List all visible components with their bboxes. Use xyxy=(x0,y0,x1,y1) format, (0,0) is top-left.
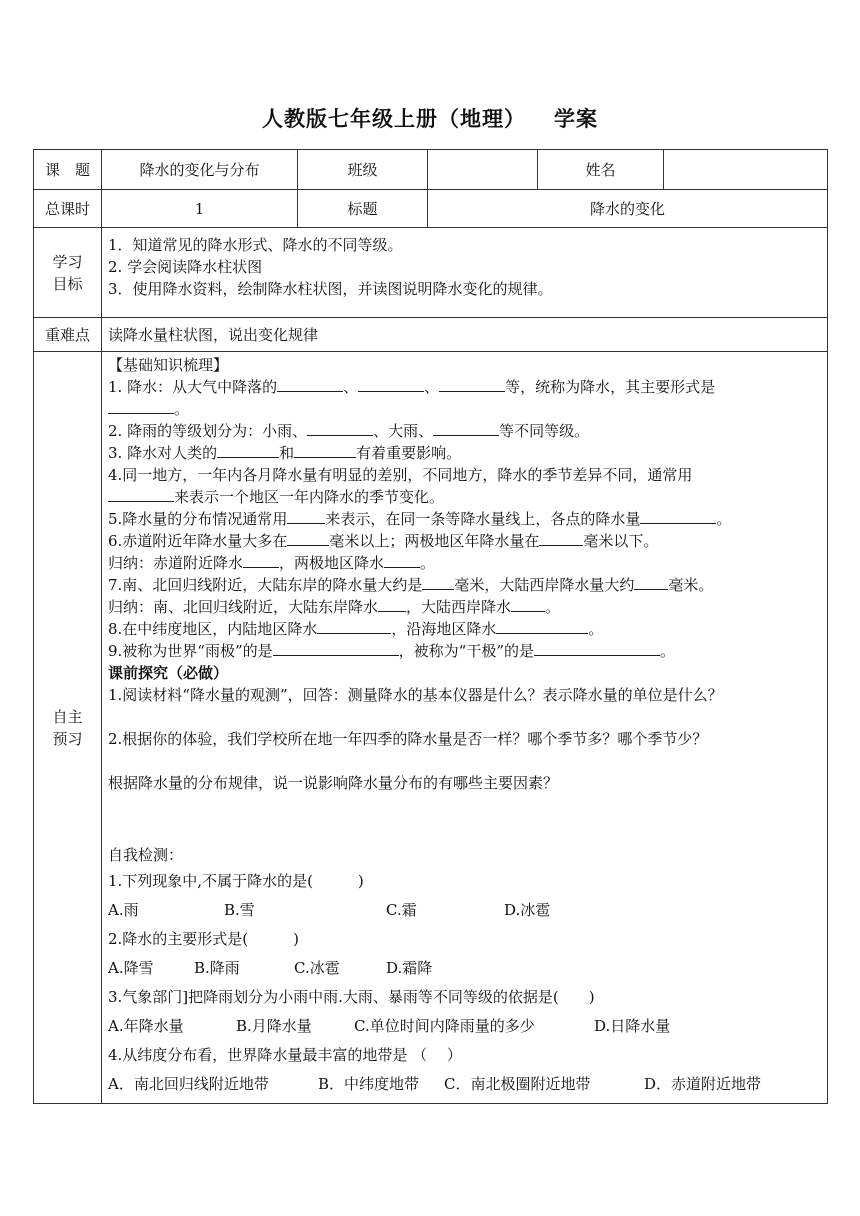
hours-value: 1 xyxy=(102,190,298,228)
answer-blank[interactable] xyxy=(287,530,329,546)
answer-blank[interactable] xyxy=(422,574,454,590)
basics-heading: 【基础知识梳理】 xyxy=(108,356,229,374)
test-question-3: 3.气象部门]把降雨划分为小雨中雨.大雨、暴雨等不同等级的依据是( ) xyxy=(108,988,595,1006)
answer-blank[interactable] xyxy=(378,596,406,612)
test-options-2 xyxy=(108,957,821,979)
test-question-1: 1.下列现象中,不属于降水的是( ) xyxy=(108,872,364,890)
topic-label: 课 题 xyxy=(34,150,102,190)
title-main: 人教版七年级上册（地理） xyxy=(262,107,526,131)
summary-1: 归纳：赤道附近降水 ，两极地区降水 。 xyxy=(108,554,436,572)
answer-blank[interactable] xyxy=(539,530,583,546)
question-1: 1. 降水：从大气中降落的 、 、 等，统称为降水，其主要形式是 xyxy=(108,378,716,396)
answer-blank[interactable] xyxy=(534,640,660,656)
heading-label: 标题 xyxy=(298,190,428,228)
preview-label: 自主 预习 xyxy=(34,352,102,1104)
answer-blank[interactable] xyxy=(640,508,716,524)
answer-blank[interactable] xyxy=(439,376,505,392)
question-5: 5.降水量的分布情况通常用 来表示，在同一条等降水量线上，各点的降水量 。 xyxy=(108,510,732,528)
answer-blank[interactable] xyxy=(273,640,399,656)
option[interactable]: A．南北回归线附近地带 xyxy=(108,1075,269,1093)
key-points-label: 重难点 xyxy=(34,318,102,352)
option[interactable]: D.霜降 xyxy=(386,959,433,977)
option[interactable]: B.雪 xyxy=(224,901,255,919)
question-6: 6.赤道附近年降水量大多在 毫米以上；两极地区年降水量在 毫米以下。 xyxy=(108,532,659,550)
option[interactable]: C．南北极圈附近地带 xyxy=(444,1075,591,1093)
goals-content xyxy=(102,228,828,318)
test-options-3 xyxy=(108,1015,821,1037)
page-title xyxy=(0,103,860,133)
preview-content: 【基础知识梳理】 1. 降水：从大气中降落的 、 、 等，统称为降水，其主要形式是 。 2. 降雨的等级划分为：小雨、 、大雨、 等不同等级。 3. 降水对人类的 和 有着重要影响。 4.同一地方，一年内各月降水量有明显的差别，不同地方，降水的季节差异不同，通常用 来表示一个地区一年内降水的季节变化。 5.降水量的分布情况通常用 来表示，在同一条等降水量线上，各点的降水量 。 6.赤道附近年降水量大多在 毫米以上；两极地区年降水量在 毫米以下。 归纳：赤道附近降水 ，两极地区降水 。 7.南、北回归线附近，大陆东岸的降水量大约是 毫米，大陆西岸降水量大约 毫米。 归纳：南、北回归线附近，大陆东岸降水 ，大陆西岸降水 。 8.在中纬度地区，内陆地区降水 ，沿海地区降水 。 9.被称为世界“雨极”的是 ，被称为“干极”的是 。 课前探究（必做） 1.阅读材料“降水量的观测”，回答：测量降水的基本仪器是什么？表示降水量的单位是什么？ 2.根据你的体验，我们学校所在地一年四季的降水量是否一样？哪个季节多？哪个季节少？ 根据降水量的分布规律，说一说影响降水量分布的有哪些主要因素？ 自我检测： 1.下列现象中,不属于降水的是( ) A.雨 B.雪 C.霜 D.冰雹 2.降水的主要形式是( ) A.降雪 B.降雨 C.冰雹 D.霜降 3.气象部门]把降雨划分为小雨中雨.大雨、暴雨等不同等级的依据是( ) A.年降水量 B.月降水量 C.单位时间内降雨量的多少 D.日降水量 4.从纬度分布看，世界降水量最丰富的地带是 （ ） A．南北回归线附近地带 B．中纬度地带 C．南北极圈附近地带 D．赤道附近地带 xyxy=(102,352,828,1104)
answer-blank[interactable] xyxy=(384,552,420,568)
lesson-plan-table xyxy=(33,149,828,1104)
key-points-row xyxy=(34,318,828,352)
question-9: 9.被称为世界“雨极”的是 ，被称为“干极”的是 。 xyxy=(108,642,676,660)
question-3: 3. 降水对人类的 和 有着重要影响。 xyxy=(108,444,462,462)
option[interactable]: A.年降水量 xyxy=(108,1017,184,1035)
topic-value: 降水的变化与分布 xyxy=(102,150,298,190)
explore-question-1: 1.阅读材料“降水量的观测”，回答：测量降水的基本仪器是什么？表示降水量的单位是什么？ xyxy=(108,686,723,704)
answer-blank[interactable] xyxy=(496,618,588,634)
option[interactable]: C.单位时间内降雨量的多少 xyxy=(354,1017,535,1035)
goal-item: 1．知道常见的降水形式、降水的不同等级。 xyxy=(108,236,403,254)
test-question-4: 4.从纬度分布看，世界降水量最丰富的地带是 （ ） xyxy=(108,1046,462,1064)
hours-label: 总课时 xyxy=(34,190,102,228)
name-label: 姓名 xyxy=(538,150,664,190)
option[interactable]: A.雨 xyxy=(108,901,139,919)
answer-blank[interactable] xyxy=(243,552,279,568)
explore-question-2: 2.根据你的体验，我们学校所在地一年四季的降水量是否一样？哪个季节多？哪个季节少？ xyxy=(108,730,708,748)
question-2: 2. 降雨的等级划分为：小雨、 、大雨、 等不同等级。 xyxy=(108,422,590,440)
answer-blank[interactable] xyxy=(294,442,356,458)
name-field[interactable] xyxy=(664,150,828,190)
answer-blank[interactable] xyxy=(108,398,174,414)
class-label: 班级 xyxy=(298,150,428,190)
explore-question-3: 根据降水量的分布规律，说一说影响降水量分布的有哪些主要因素？ xyxy=(108,774,559,792)
self-check-heading: 自我检测： xyxy=(108,846,184,864)
answer-blank[interactable] xyxy=(433,420,499,436)
option[interactable]: D．赤道附近地带 xyxy=(644,1075,762,1093)
option[interactable]: C.霜 xyxy=(386,901,417,919)
answer-blank[interactable] xyxy=(277,376,343,392)
option[interactable]: C.冰雹 xyxy=(294,959,340,977)
option[interactable]: D.冰雹 xyxy=(504,901,551,919)
goals-label: 学习 目标 xyxy=(34,228,102,318)
answer-blank[interactable] xyxy=(358,376,424,392)
answer-blank[interactable] xyxy=(634,574,668,590)
answer-blank[interactable] xyxy=(217,442,279,458)
option[interactable]: D.日降水量 xyxy=(594,1017,671,1035)
preview-row xyxy=(34,352,828,1104)
summary-2: 归纳：南、北回归线附近，大陆东岸降水 ，大陆西岸降水 。 xyxy=(108,598,561,616)
goals-row xyxy=(34,228,828,318)
answer-blank[interactable] xyxy=(317,618,391,634)
option[interactable]: B.降雨 xyxy=(194,959,240,977)
option[interactable]: B．中纬度地带 xyxy=(318,1075,420,1093)
header-row-hours xyxy=(34,190,828,228)
option[interactable]: B.月降水量 xyxy=(236,1017,312,1035)
class-field[interactable] xyxy=(428,150,538,190)
question-8: 8.在中纬度地区，内陆地区降水 ，沿海地区降水 。 xyxy=(108,620,604,638)
heading-value: 降水的变化 xyxy=(428,190,828,228)
test-question-2: 2.降水的主要形式是( ) xyxy=(108,930,300,948)
title-suffix: 学案 xyxy=(554,107,598,131)
test-options-4 xyxy=(108,1073,821,1095)
answer-blank[interactable] xyxy=(287,508,325,524)
goal-item: 2. 学会阅读降水柱状图 xyxy=(108,258,263,276)
explore-heading: 课前探究（必做） xyxy=(108,664,229,682)
option[interactable]: A.降雪 xyxy=(108,959,154,977)
key-points-text: 读降水量柱状图，说出变化规律 xyxy=(102,318,828,352)
goal-item: 3．使用降水资料，绘制降水柱状图，并读图说明降水变化的规律。 xyxy=(108,280,553,298)
question-4: 4.同一地方，一年内各月降水量有明显的差别，不同地方，降水的季节差异不同，通常用 xyxy=(108,466,693,484)
answer-blank[interactable] xyxy=(108,486,174,502)
answer-blank[interactable] xyxy=(307,420,373,436)
test-options-1 xyxy=(108,899,821,921)
header-row-topic xyxy=(34,150,828,190)
answer-blank[interactable] xyxy=(511,596,545,612)
question-7: 7.南、北回归线附近，大陆东岸的降水量大约是 毫米，大陆西岸降水量大约 毫米。 xyxy=(108,576,714,594)
